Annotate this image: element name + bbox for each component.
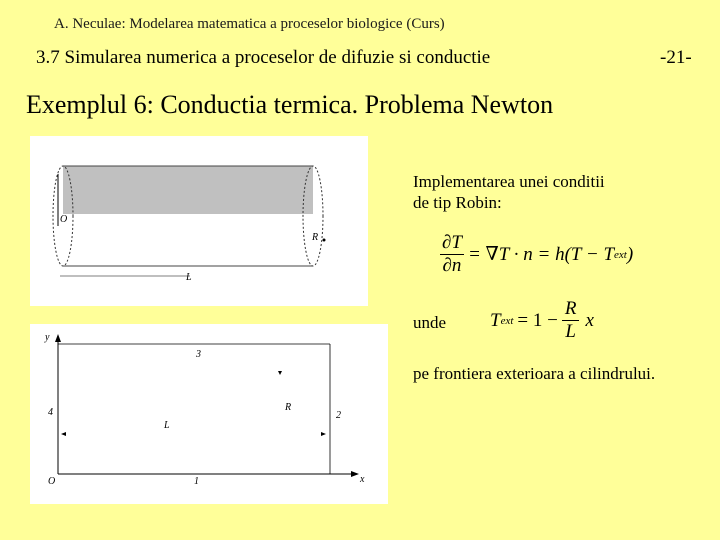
marker-left (61, 432, 66, 436)
axis-x-label: x (360, 474, 365, 485)
cylinder-section (63, 166, 313, 214)
marker-top (278, 371, 282, 375)
text-lhs: T (490, 309, 501, 331)
robin-rhs-close: ) (626, 243, 634, 265)
section-title: 3.7 Simularea numerica a proceselor de difuzie si conductie (36, 47, 491, 68)
marker-right (321, 432, 326, 436)
origin-label: O (48, 476, 56, 487)
side-1-label: 1 (194, 476, 199, 487)
radius-point (323, 239, 326, 242)
length-label: L (164, 420, 170, 431)
robin-rhs: = ∇T · n = h(T − T (467, 244, 615, 265)
robin-description (413, 171, 673, 213)
fraction-denominator: ∂n (442, 255, 462, 276)
x-axis-arrow (351, 471, 359, 477)
cylinder-drawing (30, 136, 368, 306)
domain-drawing (30, 324, 388, 504)
cylinder-label-length: L (186, 272, 192, 283)
side-2-label: 2 (336, 410, 341, 421)
text-tail: x (585, 309, 594, 331)
unde-label: unde (413, 313, 447, 332)
slide-title: Exemplul 6: Conductia termica. Problema Newton (26, 90, 554, 119)
side-4-label: 4 (48, 407, 53, 418)
robin-sub: ext (614, 248, 627, 261)
text-equation (490, 298, 594, 343)
text-frac-den: L (565, 321, 576, 342)
y-axis-arrow (55, 334, 61, 342)
course-header: A. Neculae: Modelarea matematica a proceselor biologice (Curs) (54, 16, 445, 32)
cylinder-label-origin: O (60, 214, 68, 225)
page-number: -21- (660, 47, 692, 68)
text-mid: = 1 − (517, 309, 558, 331)
derivative-fraction (440, 232, 464, 277)
cylinder-figure (30, 136, 368, 306)
text-sub: ext (500, 314, 514, 327)
robin-line-2: de tip Robin: (413, 193, 502, 212)
boundary-text: pe frontiera exterioara a cilindrului. (413, 364, 656, 383)
axis-y-label: y (45, 332, 50, 343)
domain-figure (30, 324, 388, 504)
text-fraction (562, 298, 580, 343)
robin-line-1: Implementarea unei conditii (413, 172, 605, 191)
cylinder-label-radius: R (312, 232, 319, 243)
robin-equation (440, 232, 633, 277)
text-frac-num: R (562, 298, 580, 321)
fraction-numerator: ∂T (442, 232, 462, 253)
side-3-label: 3 (196, 349, 201, 360)
radius-label: R (285, 402, 292, 413)
